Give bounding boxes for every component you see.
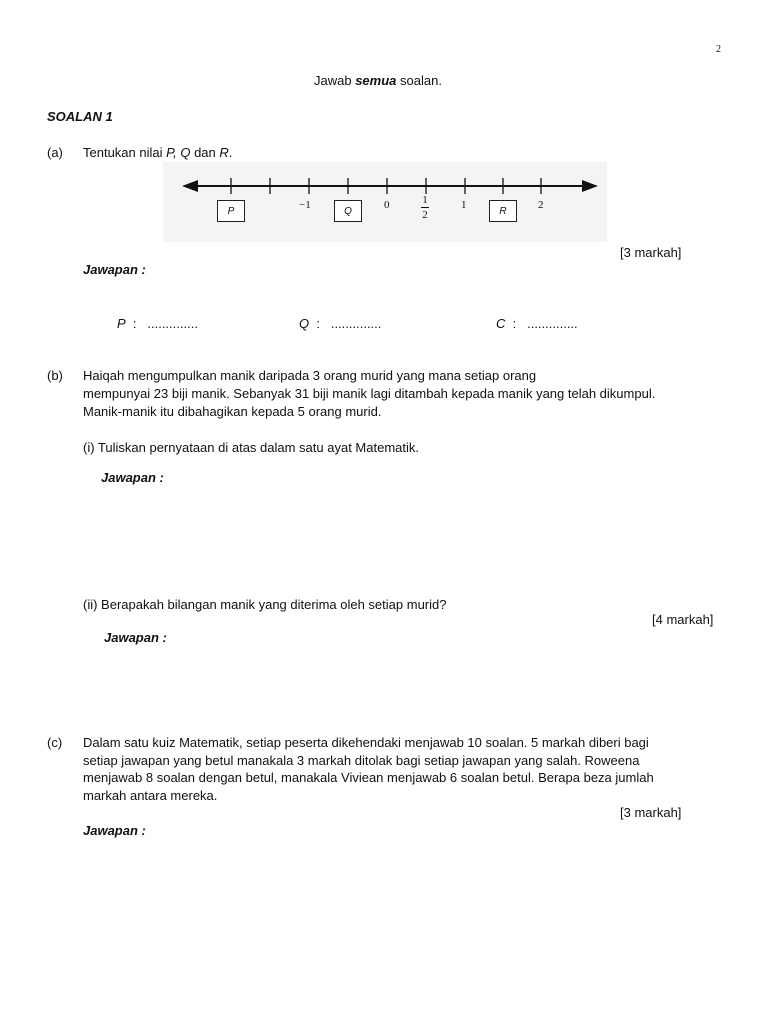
answer-p-sep: :: [132, 316, 137, 331]
instruction-emphasis: semua: [355, 73, 397, 88]
part-a-question-prefix: Tentukan nilai: [83, 145, 167, 160]
part-b-sub-i: (i) Tuliskan pernyataan di atas dalam satu ayat Matematik.: [83, 440, 419, 455]
fraction-numerator: 1: [422, 194, 428, 206]
part-c-label: (c): [47, 735, 63, 750]
instruction-suffix: soalan.: [396, 73, 442, 88]
part-b-marks: [4 markah]: [652, 612, 714, 627]
tick-label-minus-1: −1: [299, 199, 311, 211]
answer-q-sep: :: [316, 316, 320, 331]
tick-label-half: [421, 194, 429, 221]
part-b-sub-i-answer-colon: :: [159, 470, 164, 485]
number-line-box-p: P: [217, 200, 245, 222]
fraction-bar: [421, 207, 429, 208]
answer-c: [496, 316, 578, 331]
tick-label-0: 0: [384, 199, 390, 211]
part-c-line-3: menjawab 8 soalan dengan betul, manakala Viviean menjawab 6 soalan betul. Berapa beza jumlah: [83, 770, 654, 785]
answer-q: [299, 316, 381, 331]
answer-c-sep: :: [512, 316, 517, 331]
instruction-prefix: Jawab: [314, 73, 356, 88]
part-b-line-2: mempunyai 23 biji manik. Sebanyak 31 biji manik lagi ditambah kepada manik yang telah dikumpul.: [83, 386, 656, 401]
part-b-sub-i-answer-label: [101, 470, 164, 485]
part-b-sub-ii: (ii) Berapakah bilangan manik yang diterima oleh setiap murid?: [83, 597, 447, 612]
part-a-question-mid: dan: [190, 145, 220, 160]
part-a-answer-colon: :: [141, 262, 146, 277]
section-title: SOALAN 1: [47, 109, 113, 124]
part-c-answer-colon: :: [141, 823, 146, 838]
answer-p-var: P: [117, 316, 126, 331]
part-a-answer-label: [83, 262, 146, 277]
part-b-sub-i-answer-word: Jawapan: [101, 470, 156, 485]
part-c-marks: [3 markah]: [620, 805, 682, 820]
answer-p-blank: ..............: [147, 316, 198, 331]
part-b-sub-ii-answer-word: Jawapan: [104, 630, 159, 645]
part-b-line-3: Manik-manik itu dibahagikan kepada 5 orang murid.: [83, 404, 382, 419]
part-a-marks: [3 markah]: [620, 245, 682, 260]
tick-label-2: 2: [538, 199, 544, 211]
fraction-denominator: 2: [422, 209, 428, 221]
part-c-answer-word: Jawapan: [83, 823, 138, 838]
part-c-line-4: markah antara mereka.: [83, 788, 218, 803]
part-b-label: (b): [47, 368, 63, 383]
part-c-line-1: Dalam satu kuiz Matematik, setiap peserta dikehendaki menjawab 10 soalan. 5 markah diberi bagi: [83, 735, 649, 750]
number-line-right-arrow: [582, 180, 598, 192]
part-c-line-2: setiap jawapan yang betul manakala 3 markah ditolak bagi setiap jawapan yang salah. Roweena: [83, 753, 640, 768]
tick-label-1: 1: [461, 199, 467, 211]
part-b-sub-ii-answer-colon: :: [162, 630, 167, 645]
part-a-question-var-r: R: [219, 145, 229, 160]
number-line-left-arrow: [182, 180, 198, 192]
answer-p: [117, 316, 198, 331]
part-a-answer-word: Jawapan: [83, 262, 138, 277]
answer-c-blank: ..............: [527, 316, 578, 331]
part-c-answer-label: [83, 823, 146, 838]
number-line-box-r: R: [489, 200, 517, 222]
part-b-line-1: Haiqah mengumpulkan manik daripada 3 orang murid yang mana setiap orang: [83, 368, 537, 383]
number-line: [0, 0, 768, 260]
part-a-label: (a): [47, 145, 63, 160]
answer-q-blank: ..............: [330, 316, 382, 331]
part-b-sub-ii-answer-label: [104, 630, 167, 645]
answer-q-var: Q: [299, 316, 310, 331]
answer-c-var: C: [496, 316, 506, 331]
number-line-box-q: Q: [334, 200, 362, 222]
part-a-question-vars: P, Q: [166, 145, 191, 160]
part-a-question-end: .: [228, 145, 233, 160]
page-number: 2: [716, 44, 721, 55]
